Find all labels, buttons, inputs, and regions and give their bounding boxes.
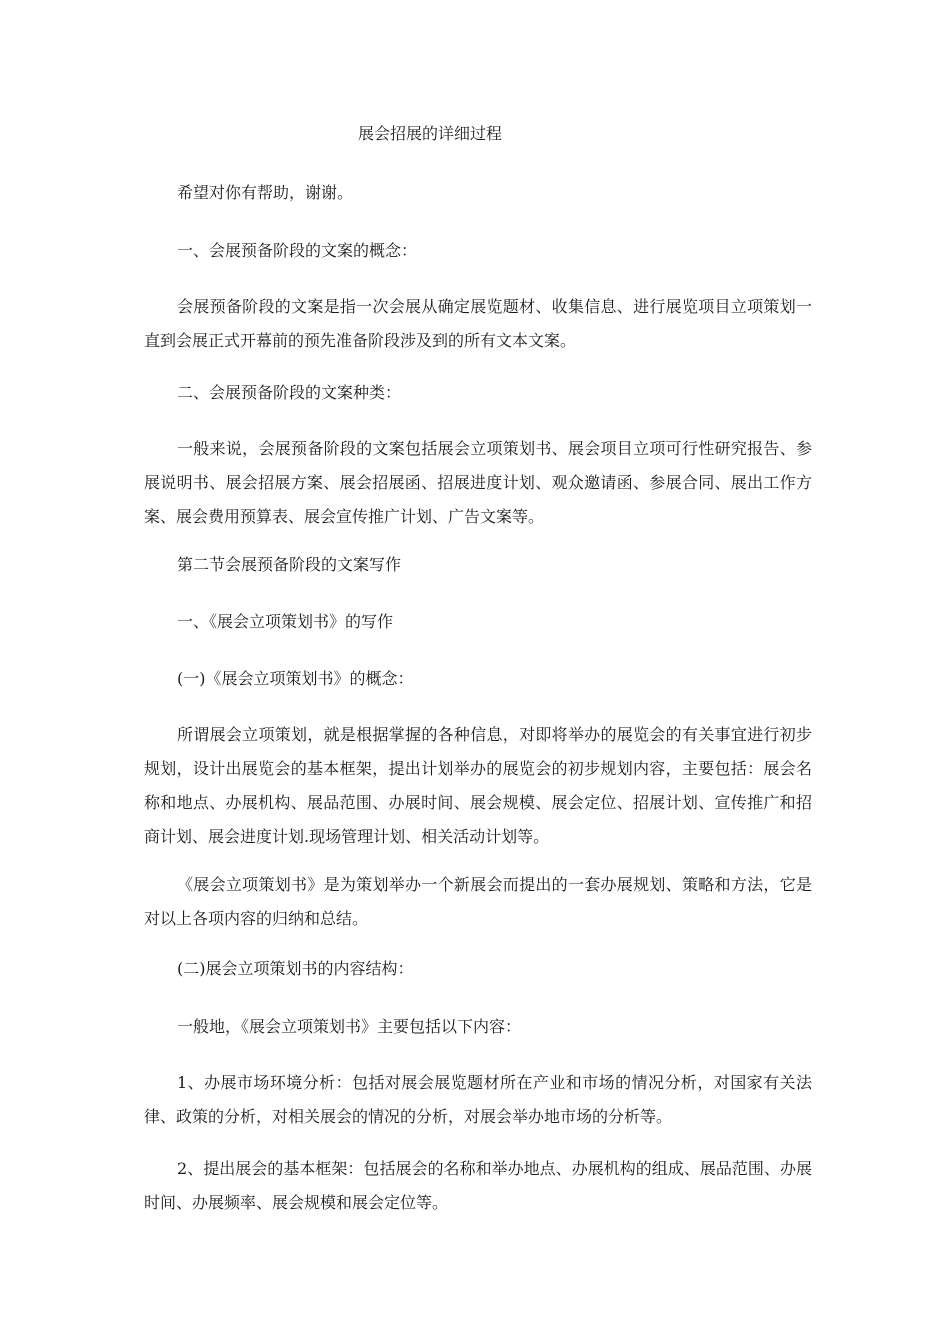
section-heading-concept: 一、会展预备阶段的文案的概念：: [177, 241, 418, 260]
subsection-heading-proposal-concept: (一)《展会立项策划书》的概念：: [177, 669, 414, 688]
paragraph-concept: 会展预备阶段的文案是指一次会展从确定展览题材、收集信息、进行展览项目立项策划一直到会展正式开幕前的预先准备阶段涉及到的所有文本文案。: [144, 297, 812, 350]
subsection-heading-structure: (二)展会立项策划书的内容结构：: [177, 959, 414, 978]
section-heading-chapter-2: 第二节会展预备阶段的文案写作: [177, 555, 402, 574]
paragraph-greeting: 希望对你有帮助，谢谢。: [177, 183, 354, 202]
section-heading-proposal-writing: 一、《展会立项策划书》的写作: [177, 612, 394, 631]
list-item-basic-framework: 2、提出展会的基本框架：包括展会的名称和举办地点、办展机构的组成、展品范围、办展时间、办展频率、展会规模和展会定位等。: [144, 1159, 812, 1212]
paragraph-proposal-summary: 《展会立项策划书》是为策划举办一个新展会而提出的一套办展规划、策略和方法，它是对以上各项内容的归纳和总结。: [144, 875, 812, 928]
section-heading-types: 二、会展预备阶段的文案种类：: [177, 383, 402, 402]
paragraph-types: 一般来说，会展预备阶段的文案包括展会立项策划书、展会项目立项可行性研究报告、参展说明书、展会招展方案、展会招展函、招展进度计划、观众邀请函、参展合同、展出工作方案、展会费用预算表、展会宣传推广计划、广告文案等。: [144, 439, 812, 526]
paragraph-proposal-definition: 所谓展会立项策划，就是根据掌握的各种信息，对即将举办的展览会的有关事宜进行初步规划，设计出展览会的基本框架，提出计划举办的展览会的初步规划内容，主要包括：展会名称和地点、办展机构、展品范围、办展时间、展会规模、展会定位、招展计划、宣传推广和招商计划、展会进度计划.现场管理计划、相关活动计划等。: [144, 725, 812, 846]
paragraph-structure-intro: 一般地，《展会立项策划书》主要包括以下内容：: [177, 1017, 522, 1036]
document-title: 展会招展的详细过程: [357, 124, 502, 143]
list-item-market-analysis: 1、办展市场环境分析：包括对展会展览题材所在产业和市场的情况分析，对国家有关法律、政策的分析，对相关展会的情况的分析，对展会举办地市场的分析等。: [144, 1073, 812, 1126]
